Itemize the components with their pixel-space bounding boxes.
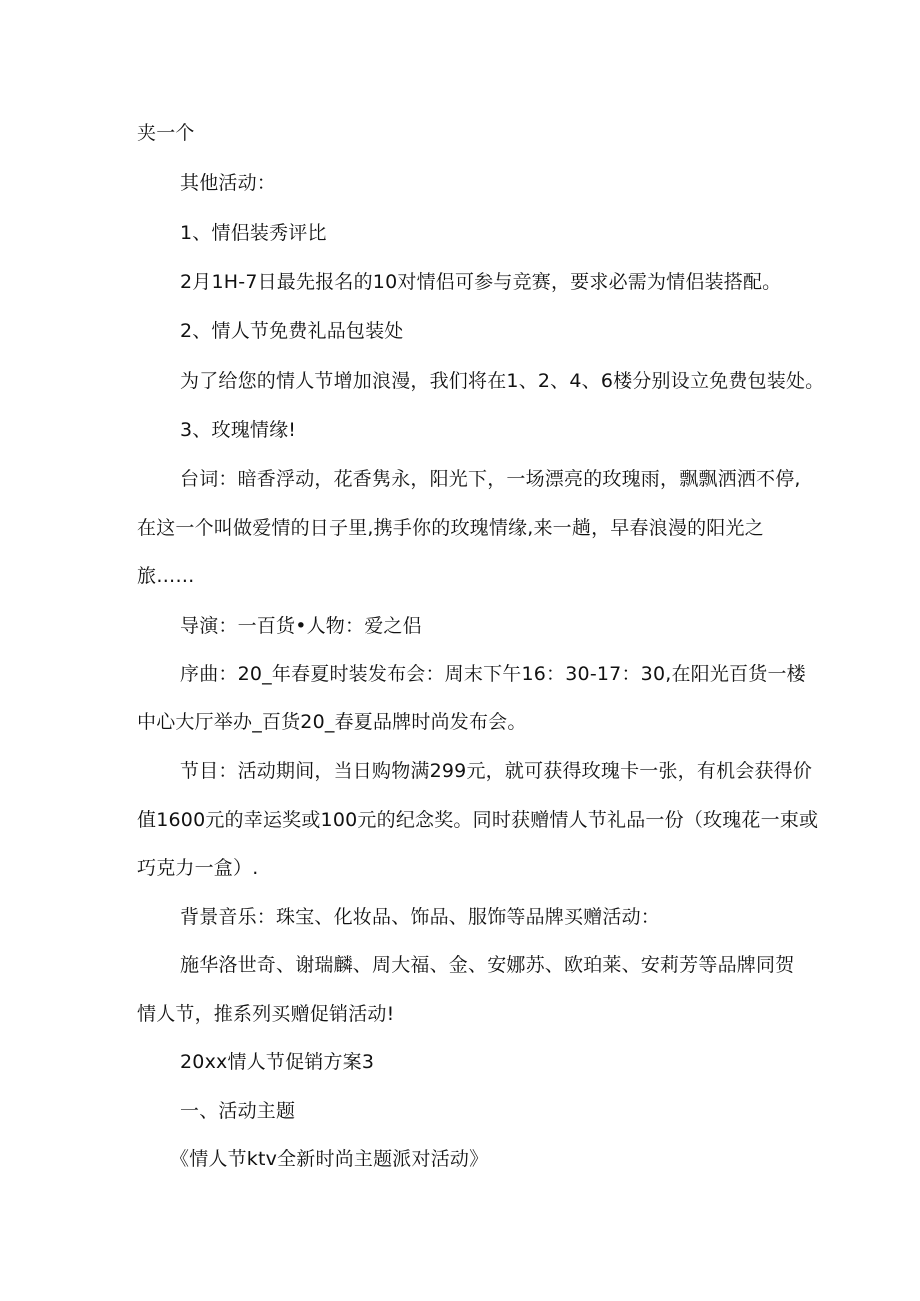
text-line: 夹一个 <box>137 122 195 144</box>
text-line: 2月1H-7日最先报名的10对情侣可参与竞赛，要求必需为情侣装搭配。 <box>180 271 782 293</box>
text-line: 导演：一百货•人物：爱之侣 <box>180 615 422 637</box>
text-line: 序曲：20_年春夏时装发布会：周末下午16：30-17：30,在阳光百货一楼 <box>180 663 806 685</box>
text-line: 中心大厅举办_百货20_春夏品牌时尚发布会。 <box>137 711 527 733</box>
text-line: 巧克力一盒）. <box>137 857 259 879</box>
text-line: 旅…… <box>137 565 195 587</box>
text-line: 其他活动： <box>180 172 277 194</box>
section-heading: 2、情人节免费礼品包装处 <box>180 320 404 342</box>
text-line: 背景音乐：珠宝、化妆品、饰品、服饰等品牌买赠活动： <box>180 906 661 928</box>
text-line: 为了给您的情人节增加浪漫，我们将在1、2、4、6楼分别设立免费包装处。 <box>180 370 825 392</box>
text-line: 施华洛世奇、谢瑞麟、周大福、金、安娜苏、欧珀莱、安莉芳等品牌同贺 <box>180 954 795 976</box>
section-heading: 1、情侣装秀评比 <box>180 222 327 244</box>
text-line: 情人节，推系列买赠促销活动! <box>137 1003 395 1025</box>
text-line: 节目：活动期间，当日购物满299元，就可获得玫瑰卡一张，有机会获得价 <box>180 760 813 782</box>
text-line: 在这一个叫做爱情的日子里,携手你的玫瑰情缘,来一趟，早春浪漫的阳光之 <box>137 517 764 539</box>
section-heading: 3、玫瑰情缘! <box>180 419 297 441</box>
text-line: 《情人节ktv全新时尚主题派对活动》 <box>170 1148 489 1170</box>
text-line: 台词：暗香浮动，花香隽永，阳光下，一场漂亮的玫瑰雨，飘飘洒洒不停, <box>180 468 801 490</box>
section-heading: 一、活动主题 <box>180 1100 296 1122</box>
text-line: 值1600元的幸运奖或100元的纪念奖。同时获赠情人节礼品一份（玫瑰花一束或 <box>137 809 819 831</box>
document-title: 20xx情人节促销方案3 <box>180 1051 375 1073</box>
